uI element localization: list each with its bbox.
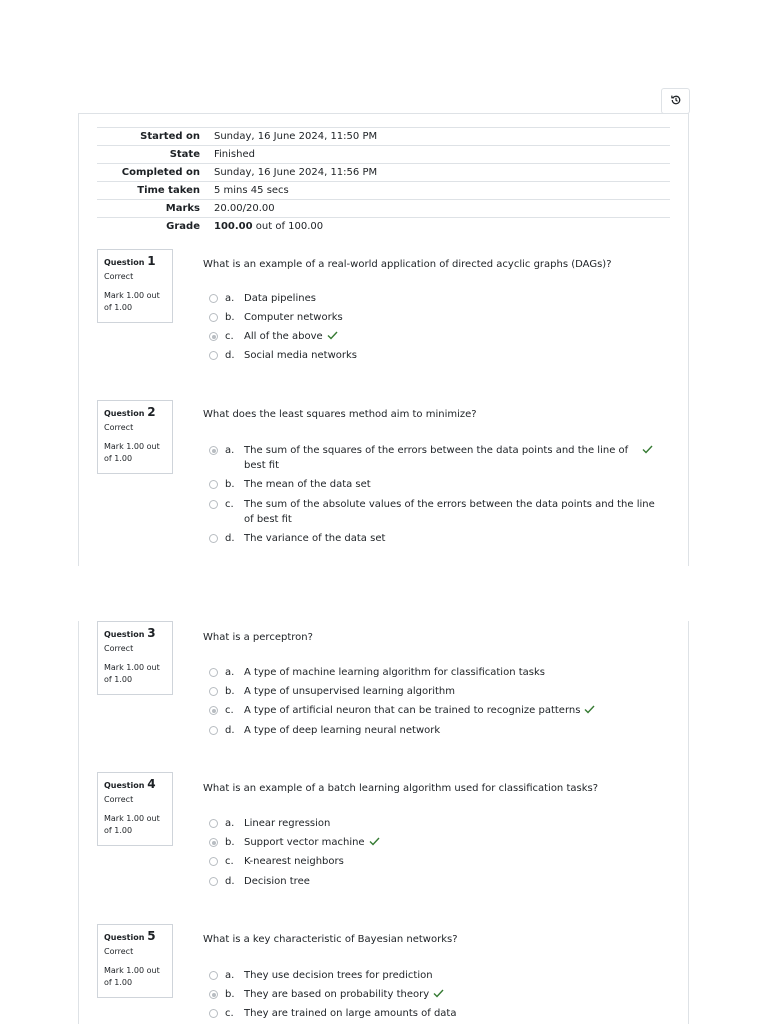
- option-text: Data pipelines: [244, 293, 316, 304]
- question-info-box: [97, 249, 173, 323]
- question-info-box: [97, 772, 173, 846]
- summary-value: 20.00/20.00: [211, 200, 670, 218]
- question-state: Correct: [104, 947, 134, 956]
- summary-label: Grade: [97, 218, 211, 236]
- answer-option[interactable]: [209, 816, 659, 831]
- answer-option[interactable]: [209, 497, 659, 527]
- radio-button[interactable]: [209, 294, 218, 303]
- option-letter: c.: [225, 499, 234, 510]
- option-letter: a.: [225, 818, 235, 829]
- option-text: The variance of the data set: [244, 533, 386, 544]
- radio-button[interactable]: [209, 668, 218, 677]
- reset-view-button[interactable]: [661, 88, 690, 114]
- option-text-wrap: [244, 443, 659, 473]
- question-number: [104, 930, 167, 944]
- summary-value: 5 mins 45 secs: [211, 182, 670, 200]
- history-icon: [670, 94, 682, 109]
- answer-option[interactable]: [209, 1006, 659, 1021]
- summary-row-state: [97, 146, 670, 164]
- summary-label: Time taken: [97, 182, 211, 200]
- question-state: Correct: [104, 644, 134, 653]
- question-info-box: [97, 400, 173, 474]
- question-mark: Mark 1.00 out of 1.00: [104, 291, 160, 312]
- option-text: They use decision trees for prediction: [244, 970, 433, 981]
- radio-button[interactable]: [209, 1009, 218, 1018]
- answer-option[interactable]: [209, 854, 659, 869]
- option-letter: c.: [225, 331, 234, 342]
- summary-value: Finished: [211, 146, 670, 164]
- summary-row-started: [97, 128, 670, 146]
- option-letter: a.: [225, 445, 235, 456]
- radio-button-selected[interactable]: [209, 332, 218, 341]
- summary-row-time: [97, 182, 670, 200]
- option-text: A type of machine learning algorithm for classification tasks: [244, 667, 545, 678]
- option-text: Linear regression: [244, 818, 331, 829]
- summary-row-marks: [97, 200, 670, 218]
- question-label: Question: [104, 630, 145, 639]
- option-text: The sum of the squares of the errors between the data points and the line of best fit: [244, 445, 629, 471]
- option-letter: b.: [225, 312, 235, 323]
- radio-button[interactable]: [209, 857, 218, 866]
- summary-value: [211, 218, 670, 236]
- option-text-wrap: [244, 987, 444, 1002]
- answer-option[interactable]: [209, 703, 659, 718]
- option-text: K-nearest neighbors: [244, 856, 344, 867]
- option-text: A type of unsupervised learning algorithm: [244, 686, 456, 697]
- option-letter: b.: [225, 686, 235, 697]
- answer-option[interactable]: [209, 329, 659, 344]
- answer-option[interactable]: [209, 968, 659, 983]
- summary-value: Sunday, 16 June 2024, 11:56 PM: [211, 164, 670, 182]
- question-state: Correct: [104, 423, 134, 432]
- question-number: [104, 406, 167, 420]
- question-num: 2: [147, 405, 156, 419]
- question-label: Question: [104, 258, 145, 267]
- question-info-box: [97, 924, 173, 998]
- option-text: A type of artificial neuron that can be trained to recognize patterns: [244, 705, 581, 716]
- question-text: What is an example of a real-world application of directed acyclic graphs (DAGs)?: [203, 259, 612, 270]
- question-mark: Mark 1.00 out of 1.00: [104, 966, 160, 987]
- option-text: Support vector machine: [244, 837, 365, 848]
- radio-button-selected[interactable]: [209, 706, 218, 715]
- question-label: Question: [104, 781, 145, 790]
- question-num: 4: [147, 777, 156, 791]
- radio-button[interactable]: [209, 534, 218, 543]
- summary-label: Started on: [97, 128, 211, 146]
- option-text-wrap: [244, 329, 338, 344]
- option-letter: d.: [225, 725, 235, 736]
- option-letter: d.: [225, 876, 235, 887]
- summary-label: State: [97, 146, 211, 164]
- grade-score: 100.00: [214, 221, 253, 232]
- option-letter: a.: [225, 293, 235, 304]
- radio-button[interactable]: [209, 726, 218, 735]
- question-mark: Mark 1.00 out of 1.00: [104, 814, 160, 835]
- question-num: 1: [147, 254, 156, 268]
- option-text-wrap: [244, 703, 595, 718]
- answer-option[interactable]: [209, 310, 659, 325]
- summary-row-completed: [97, 164, 670, 182]
- answer-option[interactable]: [209, 835, 659, 850]
- option-letter: b.: [225, 479, 235, 490]
- option-text: The sum of the absolute values of the errors between the data points and the line of best fit: [244, 499, 655, 525]
- option-text-wrap: [244, 835, 380, 850]
- option-text: Decision tree: [244, 876, 310, 887]
- check-icon: [369, 835, 380, 850]
- question-mark: Mark 1.00 out of 1.00: [104, 663, 160, 684]
- answer-option[interactable]: [209, 443, 659, 473]
- answer-option[interactable]: [209, 987, 659, 1002]
- option-letter: b.: [225, 837, 235, 848]
- option-text: The mean of the data set: [244, 479, 371, 490]
- answer-option[interactable]: [209, 723, 659, 738]
- question-text: What is an example of a batch learning algorithm used for classification tasks?: [203, 783, 599, 794]
- check-icon: [584, 703, 595, 718]
- question-number: [104, 255, 167, 269]
- answer-option[interactable]: [209, 665, 659, 680]
- option-text: All of the above: [244, 331, 323, 342]
- summary-value: Sunday, 16 June 2024, 11:50 PM: [211, 128, 670, 146]
- option-letter: a.: [225, 970, 235, 981]
- radio-button-selected[interactable]: [209, 990, 218, 999]
- radio-button[interactable]: [209, 480, 218, 489]
- question-state: Correct: [104, 272, 134, 281]
- summary-label: Marks: [97, 200, 211, 218]
- option-text: A type of deep learning neural network: [244, 725, 441, 736]
- option-text: Social media networks: [244, 350, 357, 361]
- radio-button[interactable]: [209, 877, 218, 886]
- question-number: [104, 778, 167, 792]
- radio-button[interactable]: [209, 313, 218, 322]
- question-text: What does the least squares method aim to minimize?: [203, 409, 477, 420]
- option-letter: d.: [225, 350, 235, 361]
- question-label: Question: [104, 409, 145, 418]
- question-number: [104, 627, 167, 641]
- answer-option[interactable]: [209, 348, 659, 363]
- question-num: 3: [147, 626, 156, 640]
- check-icon: [642, 443, 653, 458]
- option-text: Computer networks: [244, 312, 343, 323]
- radio-button[interactable]: [209, 819, 218, 828]
- question-text: What is a perceptron?: [203, 632, 313, 643]
- radio-button[interactable]: [209, 971, 218, 980]
- question-state: Correct: [104, 795, 134, 804]
- answer-option[interactable]: [209, 531, 659, 546]
- answer-option[interactable]: [209, 291, 659, 306]
- radio-button[interactable]: [209, 500, 218, 509]
- option-letter: c.: [225, 705, 234, 716]
- answer-option[interactable]: [209, 684, 659, 699]
- question-num: 5: [147, 929, 156, 943]
- option-letter: a.: [225, 667, 235, 678]
- option-letter: b.: [225, 989, 235, 1000]
- question-info-box: [97, 621, 173, 695]
- summary-row-grade: [97, 218, 670, 236]
- radio-button-selected[interactable]: [209, 838, 218, 847]
- answer-option[interactable]: [209, 874, 659, 889]
- option-text: They are trained on large amounts of data: [244, 1008, 457, 1019]
- attempt-summary-table: [97, 127, 670, 235]
- option-text: They are based on probability theory: [244, 989, 430, 1000]
- radio-button[interactable]: [209, 687, 218, 696]
- answer-option[interactable]: [209, 477, 659, 492]
- question-text: What is a key characteristic of Bayesian networks?: [203, 934, 458, 945]
- question-label: Question: [104, 933, 145, 942]
- option-letter: c.: [225, 856, 234, 867]
- check-icon: [327, 329, 338, 344]
- summary-label: Completed on: [97, 164, 211, 182]
- radio-button-selected[interactable]: [209, 446, 218, 455]
- radio-button[interactable]: [209, 351, 218, 360]
- question-mark: Mark 1.00 out of 1.00: [104, 442, 160, 463]
- option-letter: d.: [225, 533, 235, 544]
- option-letter: c.: [225, 1008, 234, 1019]
- check-icon: [433, 987, 444, 1002]
- grade-total: out of 100.00: [252, 221, 324, 232]
